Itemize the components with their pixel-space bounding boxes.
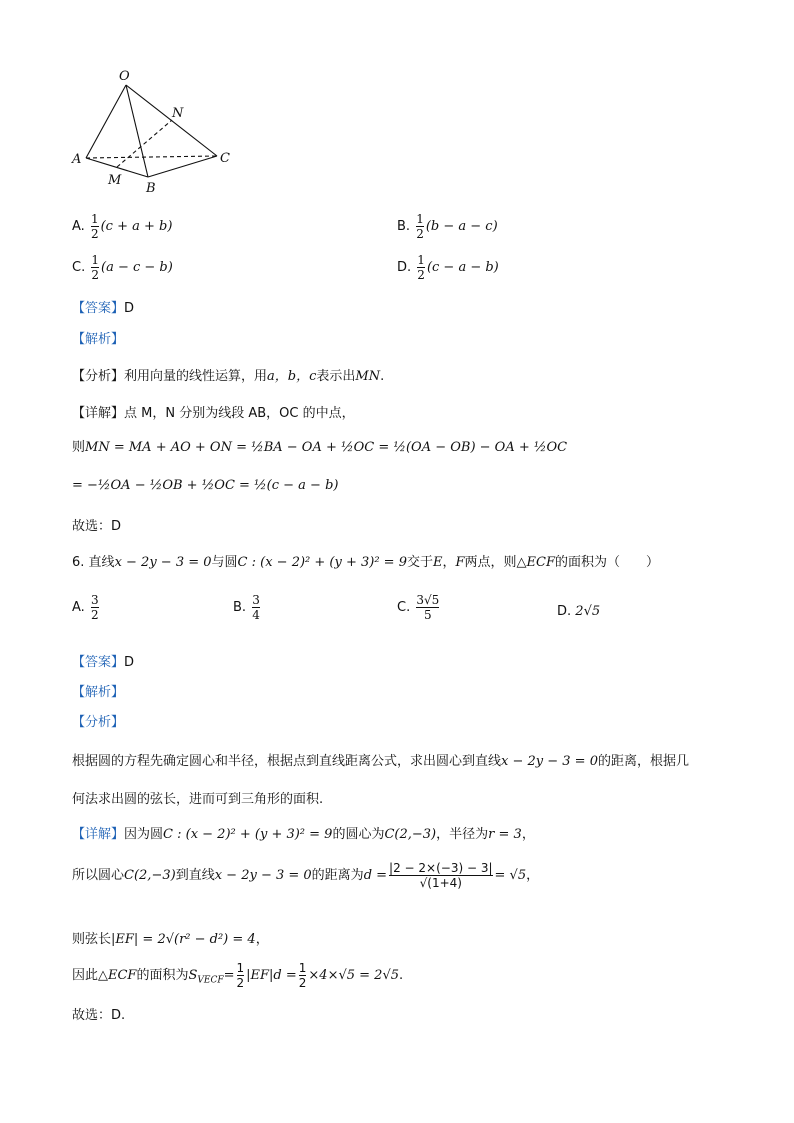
segment-MN-dashed: [117, 120, 172, 167]
q5-analysis-title: 【解析】: [72, 332, 125, 347]
text: 因为圆: [124, 827, 164, 842]
text: ，: [526, 868, 540, 884]
line-prefix: 则: [72, 440, 86, 455]
point-F: F: [455, 555, 465, 570]
line-equation: x − 2y − 3 = 0: [501, 754, 598, 769]
vector-expression: (c + a + b): [100, 219, 173, 235]
fenxi-end: 表示出: [316, 369, 356, 384]
q6-stem: [72, 551, 659, 570]
label-M: M: [108, 173, 122, 188]
point-E: E: [432, 555, 443, 570]
q5-option-C[interactable]: [72, 254, 173, 281]
vector-expression: (c − a − b): [426, 260, 499, 276]
distance-fraction: $\frac{|2 - 2\times(-3) - 3|}{√(1+4)}$: [389, 861, 493, 890]
area-result: ×4×√5 = 2√5: [308, 968, 399, 984]
q6-xiangjie-line3: [72, 928, 269, 947]
area-eq: |EF|d =: [246, 968, 297, 984]
stem-text: 与圆: [211, 555, 238, 570]
q6-fenxi-p1: [72, 750, 689, 769]
q5-option-A[interactable]: [72, 213, 172, 240]
fraction: $\frac{1}{2}$: [236, 961, 245, 990]
fraction: $\frac{1}{2}$: [90, 212, 99, 241]
q6-answer: [72, 651, 134, 670]
text: 所以圆心: [72, 868, 125, 884]
text: ，半径为: [436, 827, 489, 842]
edge-BC: [148, 156, 217, 177]
option-value: 2√5: [575, 604, 601, 619]
fenxi-period: .: [380, 369, 385, 384]
area-symbol: S: [188, 968, 198, 984]
text: ，: [255, 932, 269, 947]
q5-answer: [72, 297, 134, 316]
circle-equation: C : (x − 2)² + (y + 3)² = 9: [163, 827, 333, 842]
text: 的距离为: [311, 868, 364, 884]
q6-option-A[interactable]: [72, 594, 101, 621]
q6-xiangjie-line1: [72, 823, 535, 842]
option-letter: D.: [557, 604, 572, 619]
distance-result: = √5: [494, 868, 527, 884]
option-letter: C.: [72, 260, 86, 276]
option-letter: B.: [233, 600, 247, 616]
area-eq: =: [223, 968, 235, 984]
stem-text: 两点，则△: [464, 555, 527, 570]
fraction: $\frac{1}{2}$: [417, 253, 425, 282]
fraction: $\frac{1}{2}$: [298, 961, 307, 990]
text: 到直线: [175, 868, 215, 884]
q5-conclusion: 故选：D: [72, 519, 122, 534]
vector-equation: = −½OA − ½OB + ½OC = ½(c − a − b): [72, 478, 339, 493]
q6-option-D[interactable]: [557, 604, 600, 619]
label-O: O: [119, 69, 130, 84]
text: 因此△: [72, 968, 108, 984]
answer-tag: 【答案】: [72, 301, 125, 316]
tetrahedron-figure: [60, 60, 260, 200]
text: 则弦长: [72, 932, 112, 947]
question-number: 6.: [72, 555, 85, 570]
xiangjie-tag: 【详解】: [72, 827, 125, 842]
center: C(2,−3): [384, 827, 437, 842]
option-letter: D.: [397, 260, 412, 276]
text: 的面积为: [136, 968, 189, 984]
fraction: $\frac{1}{2}$: [416, 212, 424, 241]
fraction: $\frac{3}{4}$: [252, 593, 260, 622]
q5-option-B[interactable]: [397, 213, 498, 240]
q6-conclusion: 故选：D.: [72, 1008, 126, 1023]
vector-equation: MN = MA + AO + ON = ½BA − OA + ½OC = ½(OA − OB) − OA + ½OC: [85, 440, 568, 455]
triangle-ECF: ECF: [108, 968, 137, 984]
text: ，: [521, 827, 535, 842]
option-letter: A.: [72, 219, 85, 235]
line-equation: x − 2y − 3 = 0: [114, 555, 212, 570]
answer-value: D: [124, 655, 135, 670]
q6-analysis-title: 【解析】: [72, 685, 125, 700]
stem-text: 交于: [406, 555, 433, 570]
option-letter: B.: [397, 219, 411, 235]
q5-xiangjie: [72, 402, 355, 421]
fenxi-text: 的距离，根据几: [597, 754, 689, 769]
vector-expression: (a − c − b): [101, 260, 173, 276]
xiangjie-text: 点 M，N 分别为线段 AB，OC 的中点，: [124, 406, 355, 421]
fenxi-mn: MN: [355, 369, 381, 384]
label-B: B: [146, 181, 156, 196]
q5-derivation-line2: [72, 478, 338, 493]
q5-option-D[interactable]: [397, 254, 499, 281]
q5-derivation-line1: [72, 436, 567, 455]
answer-value: D: [124, 301, 135, 316]
line-equation: x − 2y − 3 = 0: [214, 868, 312, 884]
stem-text: 的面积为（ ）: [555, 555, 660, 570]
q6-option-B[interactable]: [233, 594, 262, 621]
fraction: $\frac{3√5}{5}$: [416, 593, 440, 622]
xiangjie-tag: 【详解】: [72, 406, 125, 421]
answer-tag: 【答案】: [72, 655, 125, 670]
option-letter: A.: [72, 600, 85, 616]
radius: r = 3: [488, 827, 522, 842]
label-C: C: [220, 151, 230, 166]
text: .: [399, 968, 404, 984]
vector-expression: (b − a − c): [425, 219, 498, 235]
distance-var: d =: [363, 868, 388, 884]
label-A: A: [72, 152, 82, 167]
fraction: $\frac{1}{2}$: [91, 253, 99, 282]
q6-fenxi-p2: 何法求出圆的弦长，进而可到三角形的面积.: [72, 792, 324, 807]
circle-equation: C : (x − 2)² + (y + 3)² = 9: [237, 555, 407, 570]
edge-OA: [86, 85, 126, 158]
center: C(2,−3): [124, 868, 176, 884]
stem-text: 直线: [88, 555, 115, 570]
q5-fenxi: [72, 365, 384, 384]
q6-xiangjie-line4: [72, 962, 403, 989]
fenxi-text: 利用向量的线性运算，用: [124, 369, 268, 384]
fenxi-text: 根据圆的方程先确定圆心和半径，根据点到直线距离公式，求出圆心到直线: [72, 754, 502, 769]
edge-OB: [126, 85, 148, 177]
area-subscript: VECF: [197, 975, 224, 986]
option-letter: C.: [397, 600, 411, 616]
stem-text: ，: [442, 555, 456, 570]
text: 的圆心为: [332, 827, 385, 842]
q6-option-C[interactable]: [397, 594, 441, 621]
triangle-ECF: ECF: [526, 555, 555, 570]
chord-equation: |EF| = 2√(r² − d²) = 4: [111, 932, 256, 947]
fenxi-vars: a，b，c: [267, 369, 317, 384]
edge-AC-dashed: [86, 156, 217, 158]
q6-fenxi-tag: 【分析】: [72, 715, 125, 730]
fraction: $\frac{3}{2}$: [90, 593, 99, 622]
q6-xiangjie-line2: [72, 862, 539, 889]
fenxi-tag: 【分析】: [72, 369, 125, 384]
label-N: N: [172, 106, 184, 121]
